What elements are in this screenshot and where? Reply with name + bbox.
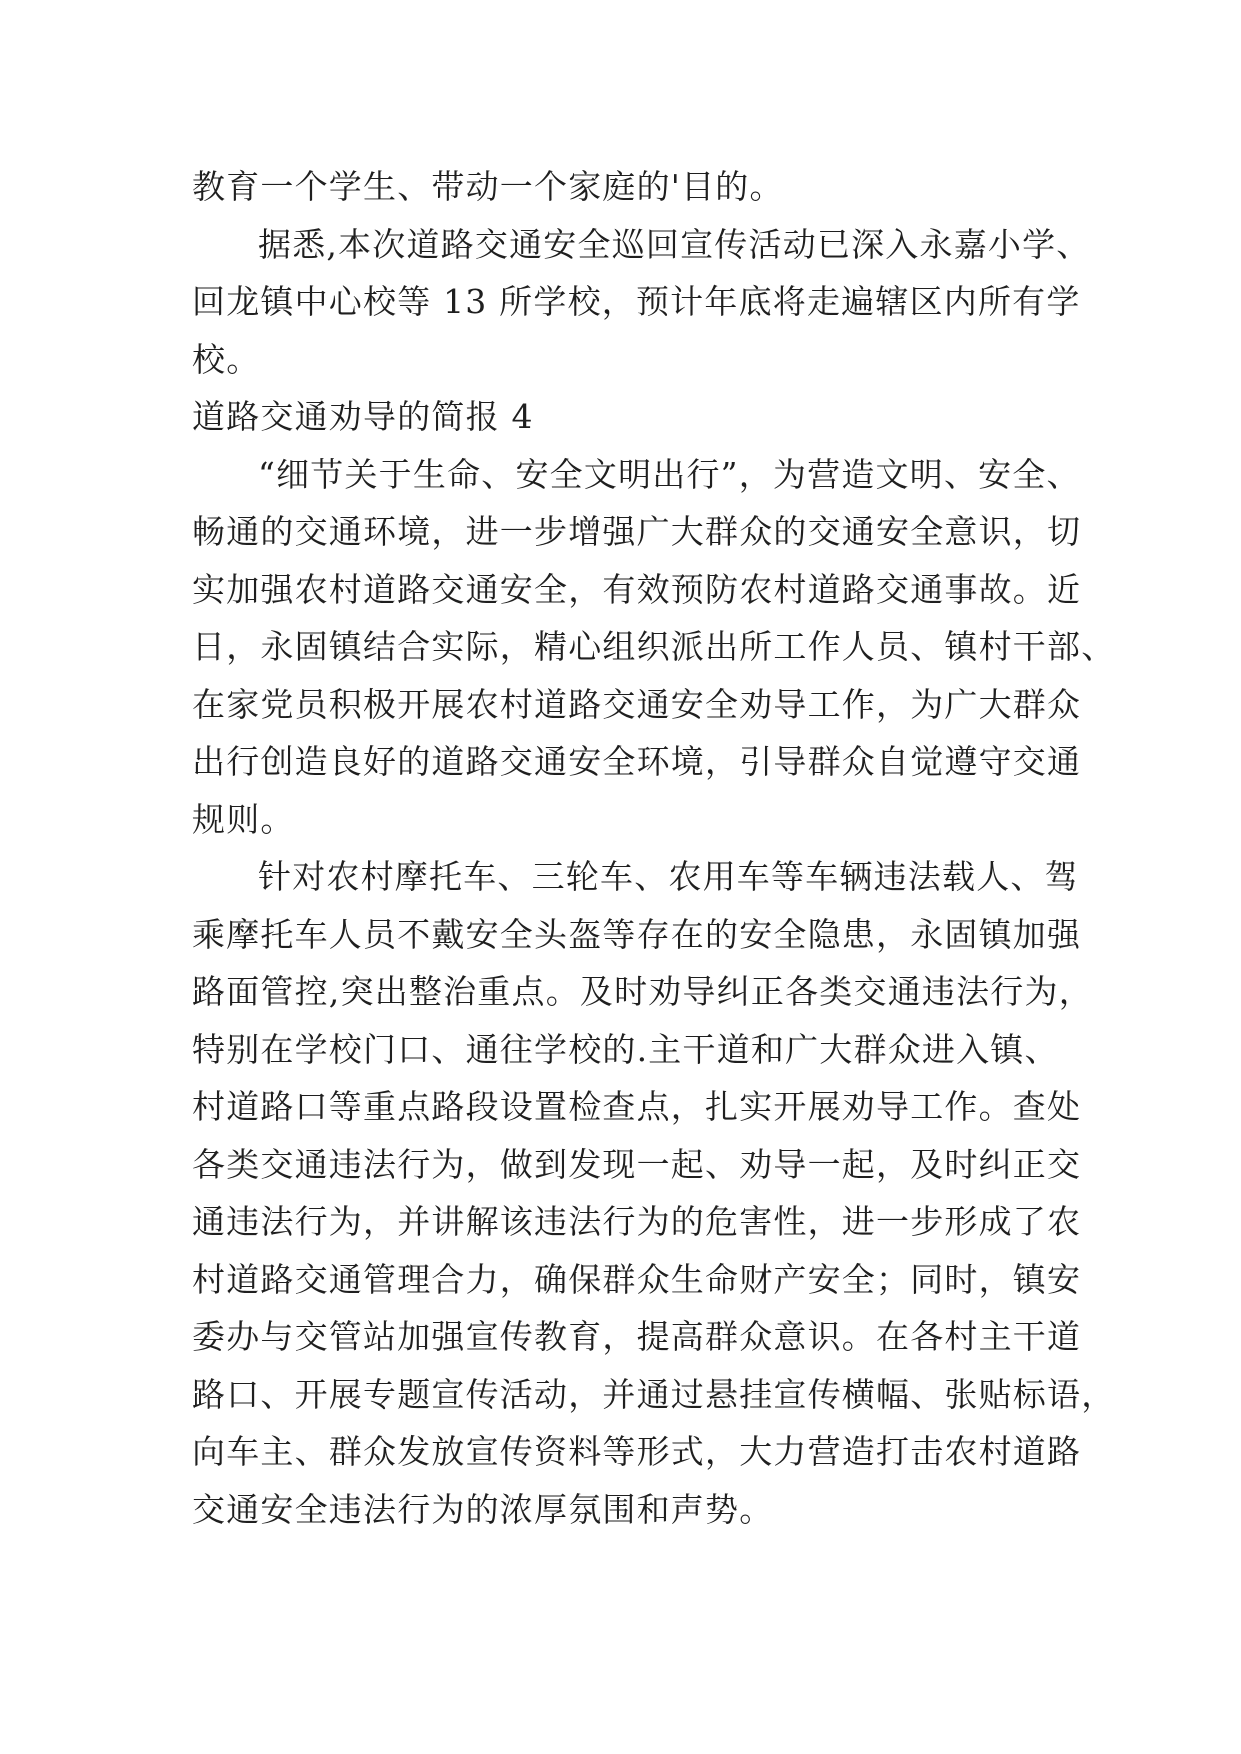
- text-line: 在家党员积极开展农村道路交通安全劝导工作，为广大群众: [192, 684, 1082, 724]
- text-line: 教育一个学生、带动一个家庭的'目的。: [192, 167, 784, 206]
- paragraph-start-line: 针对农村摩托车、三轮车、农用车等车辆违法载人、驾: [258, 857, 1079, 896]
- text-line: 实加强农村道路交通安全，有效预防农村道路交通事故。近: [192, 569, 1082, 609]
- section-heading: 道路交通劝导的简报 4: [192, 397, 534, 436]
- text-line: 回龙镇中心校等 13 所学校，预计年底将走遍辖区内所有学: [192, 282, 1081, 321]
- text-line: 各类交通违法行为，做到发现一起、劝导一起，及时纠正交: [192, 1144, 1082, 1184]
- text-line: 乘摩托车人员不戴安全头盔等存在的安全隐患，永固镇加强: [192, 914, 1082, 954]
- text-line: 特别在学校门口、通往学校的.主干道和广大群众进入镇、: [192, 1029, 1059, 1069]
- text-line: 村道路口等重点路段设置检查点，扎实开展劝导工作。查处: [192, 1087, 1082, 1126]
- text-line: 路口、开展专题宣传活动，并通过悬挂宣传横幅、张贴标语，: [192, 1374, 1116, 1414]
- document-body: [192, 158, 1116, 1538]
- text-line: 通违法行为，并讲解该违法行为的危害性，进一步形成了农: [192, 1202, 1082, 1241]
- text-line: 规则。: [192, 799, 295, 839]
- paragraph-start-line: “细节关于生命、安全文明出行”，为营造文明、安全、: [258, 454, 1081, 494]
- text-line: 畅通的交通环境，进一步增强广大群众的交通安全意识，切: [192, 512, 1082, 551]
- paragraph-start-line: 据悉,本次道路交通安全巡回宣传活动已深入永嘉小学、: [258, 224, 1091, 264]
- text-line: 交通安全违法行为的浓厚氛围和声势。: [192, 1489, 774, 1529]
- text-line: 日，永固镇结合实际，精心组织派出所工作人员、镇村干部、: [192, 627, 1116, 666]
- text-line: 出行创造良好的道路交通安全环境，引导群众自觉遵守交通: [192, 742, 1082, 781]
- text-line: 村道路交通管理合力，确保群众生命财产安全；同时，镇安: [192, 1259, 1082, 1299]
- text-line: 路面管控,突出整治重点。及时劝导纠正各类交通违法行为，: [192, 972, 1093, 1011]
- text-line: 委办与交管站加强宣传教育，提高群众意识。在各村主干道: [192, 1317, 1082, 1356]
- text-line: 向车主、群众发放宣传资料等形式，大力营造打击农村道路: [192, 1432, 1082, 1471]
- text-line: 校。: [192, 339, 261, 379]
